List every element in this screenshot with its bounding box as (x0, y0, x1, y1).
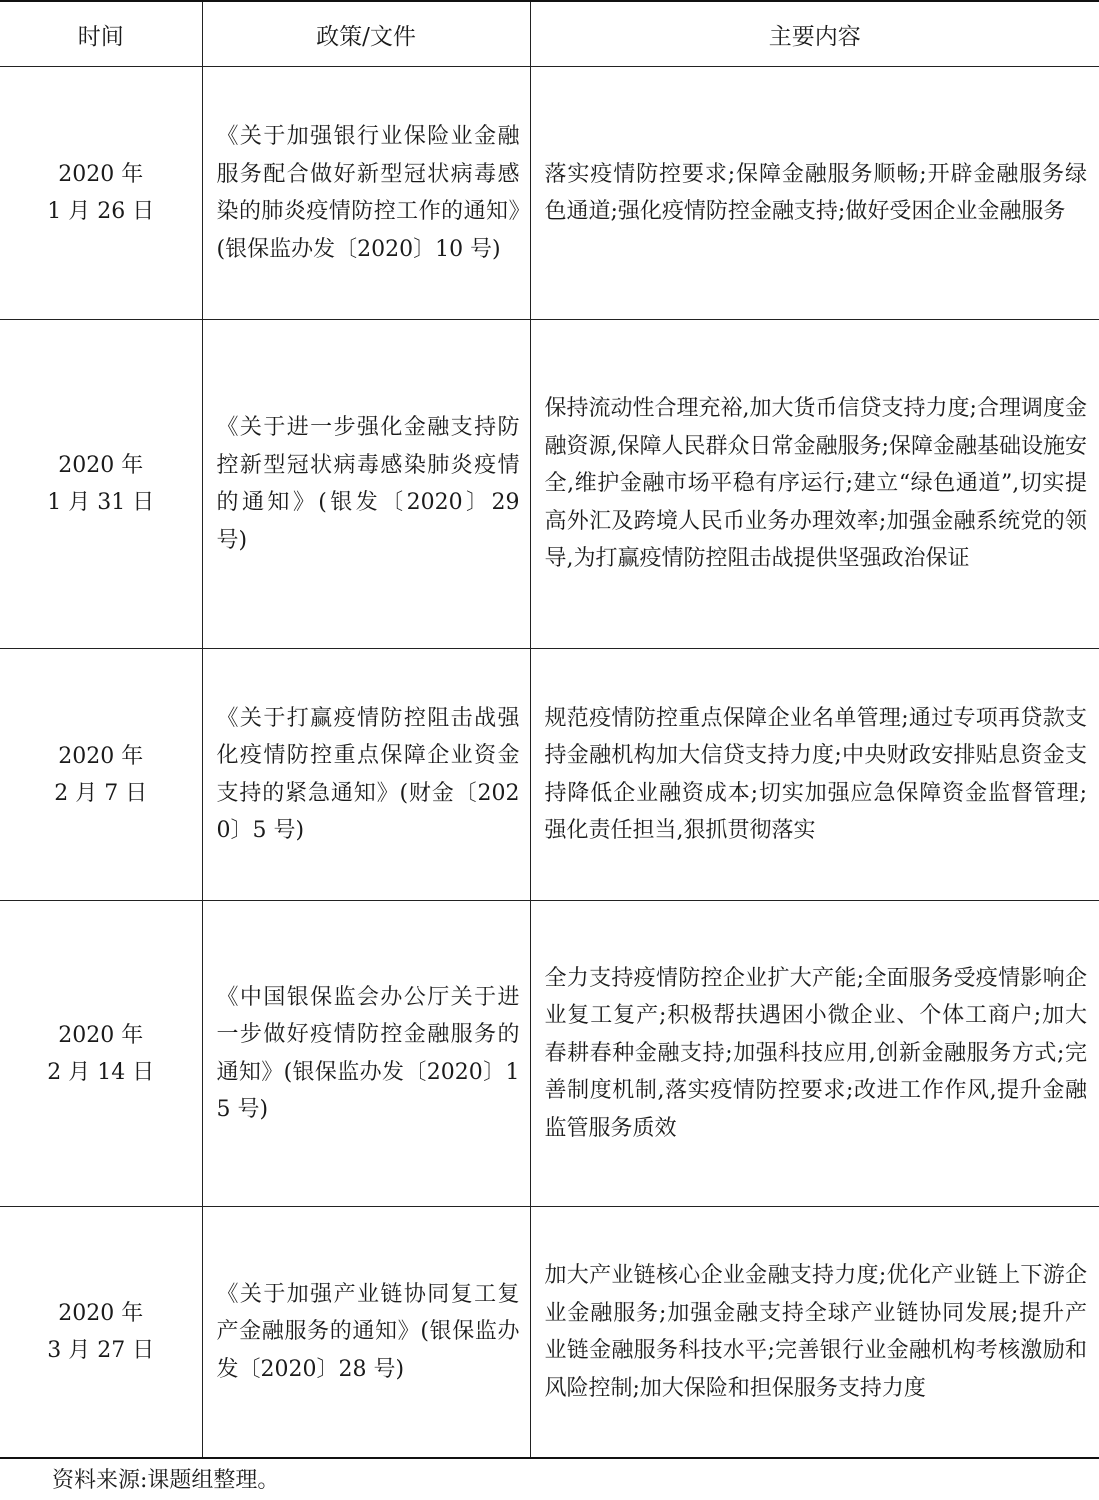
policy-cell: 《关于打赢疫情防控阻击战强化疫情防控重点保障企业资金支持的紧急通知》(财金〔2020〕5 号) (202, 649, 530, 901)
time-cell (0, 649, 202, 901)
time-cell (0, 320, 202, 649)
policy-cell: 《关于加强银行业保险业金融服务配合做好新型冠状病毒感染的肺炎疫情防控工作的通知》(银保监办发〔2020〕10 号) (202, 67, 530, 320)
time-year: 2020 年 (58, 453, 144, 478)
time-year: 2020 年 (58, 162, 144, 187)
time-date: 2 月 7 日 (54, 780, 148, 806)
policy-cell: 《关于进一步强化金融支持防控新型冠状病毒感染肺炎疫情的通知》(银发〔2020〕29 号) (202, 320, 530, 649)
time-year: 2020 年 (58, 1022, 144, 1048)
table-header-row (0, 1, 1099, 67)
content-cell: 落实疫情防控要求;保障金融服务顺畅;开辟金融服务绿色通道;强化疫情防控金融支持;做好受困企业金融服务 (530, 67, 1099, 320)
time-year: 2020 年 (58, 1301, 144, 1326)
time-date: 2 月 14 日 (47, 1059, 155, 1085)
header-time: 时间 (0, 1, 202, 67)
policy-cell: 《关于加强产业链协同复工复产金融服务的通知》(银保监办发〔2020〕28 号) (202, 1207, 530, 1459)
time-cell (0, 1207, 202, 1459)
source-note: 资料来源:课题组整理。 (52, 1468, 280, 1493)
time-date: 1 月 31 日 (47, 490, 155, 515)
time-cell (0, 67, 202, 320)
content-cell: 规范疫情防控重点保障企业名单管理;通过专项再贷款支持金融机构加大信贷支持力度;中央财政安排贴息资金支持降低企业融资成本;切实加强应急保障资金监督管理;强化责任担当,狠抓贯彻落实 (530, 649, 1099, 901)
table-row (0, 1207, 1099, 1459)
header-content: 主要内容 (530, 1, 1099, 67)
time-year: 2020 年 (58, 743, 144, 769)
time-date: 1 月 26 日 (47, 199, 155, 224)
table-row (0, 67, 1099, 320)
table-row (0, 320, 1099, 649)
header-policy: 政策/文件 (202, 1, 530, 67)
content-cell: 全力支持疫情防控企业扩大产能;全面服务受疫情影响企业复工复产;积极帮扶遇困小微企业、个体工商户;加大春耕春种金融支持;加强科技应用,创新金融服务方式;完善制度机制,落实疫情防控要求;改进工作作风,提升金融监管服务质效 (530, 901, 1099, 1207)
table-row (0, 901, 1099, 1207)
time-date: 3 月 27 日 (47, 1338, 155, 1363)
policy-cell: 《中国银保监会办公厅关于进一步做好疫情防控金融服务的通知》(银保监办发〔2020〕15 号) (202, 901, 530, 1207)
table-row (0, 649, 1099, 901)
time-cell (0, 901, 202, 1207)
content-cell: 加大产业链核心企业金融支持力度;优化产业链上下游企业金融服务;加强金融支持全球产业链协同发展;提升产业链金融服务科技水平;完善银行业金融机构考核激励和风险控制;加大保险和担保服务支持力度 (530, 1207, 1099, 1459)
content-cell: 保持流动性合理充裕,加大货币信贷支持力度;合理调度金融资源,保障人民群众日常金融服务;保障金融基础设施安全,维护金融市场平稳有序运行;建立“绿色通道”,切实提高外汇及跨境人民币业务办理效率;加强金融系统党的领导,为打赢疫情防控阻击战提供坚强政治保证 (530, 320, 1099, 649)
